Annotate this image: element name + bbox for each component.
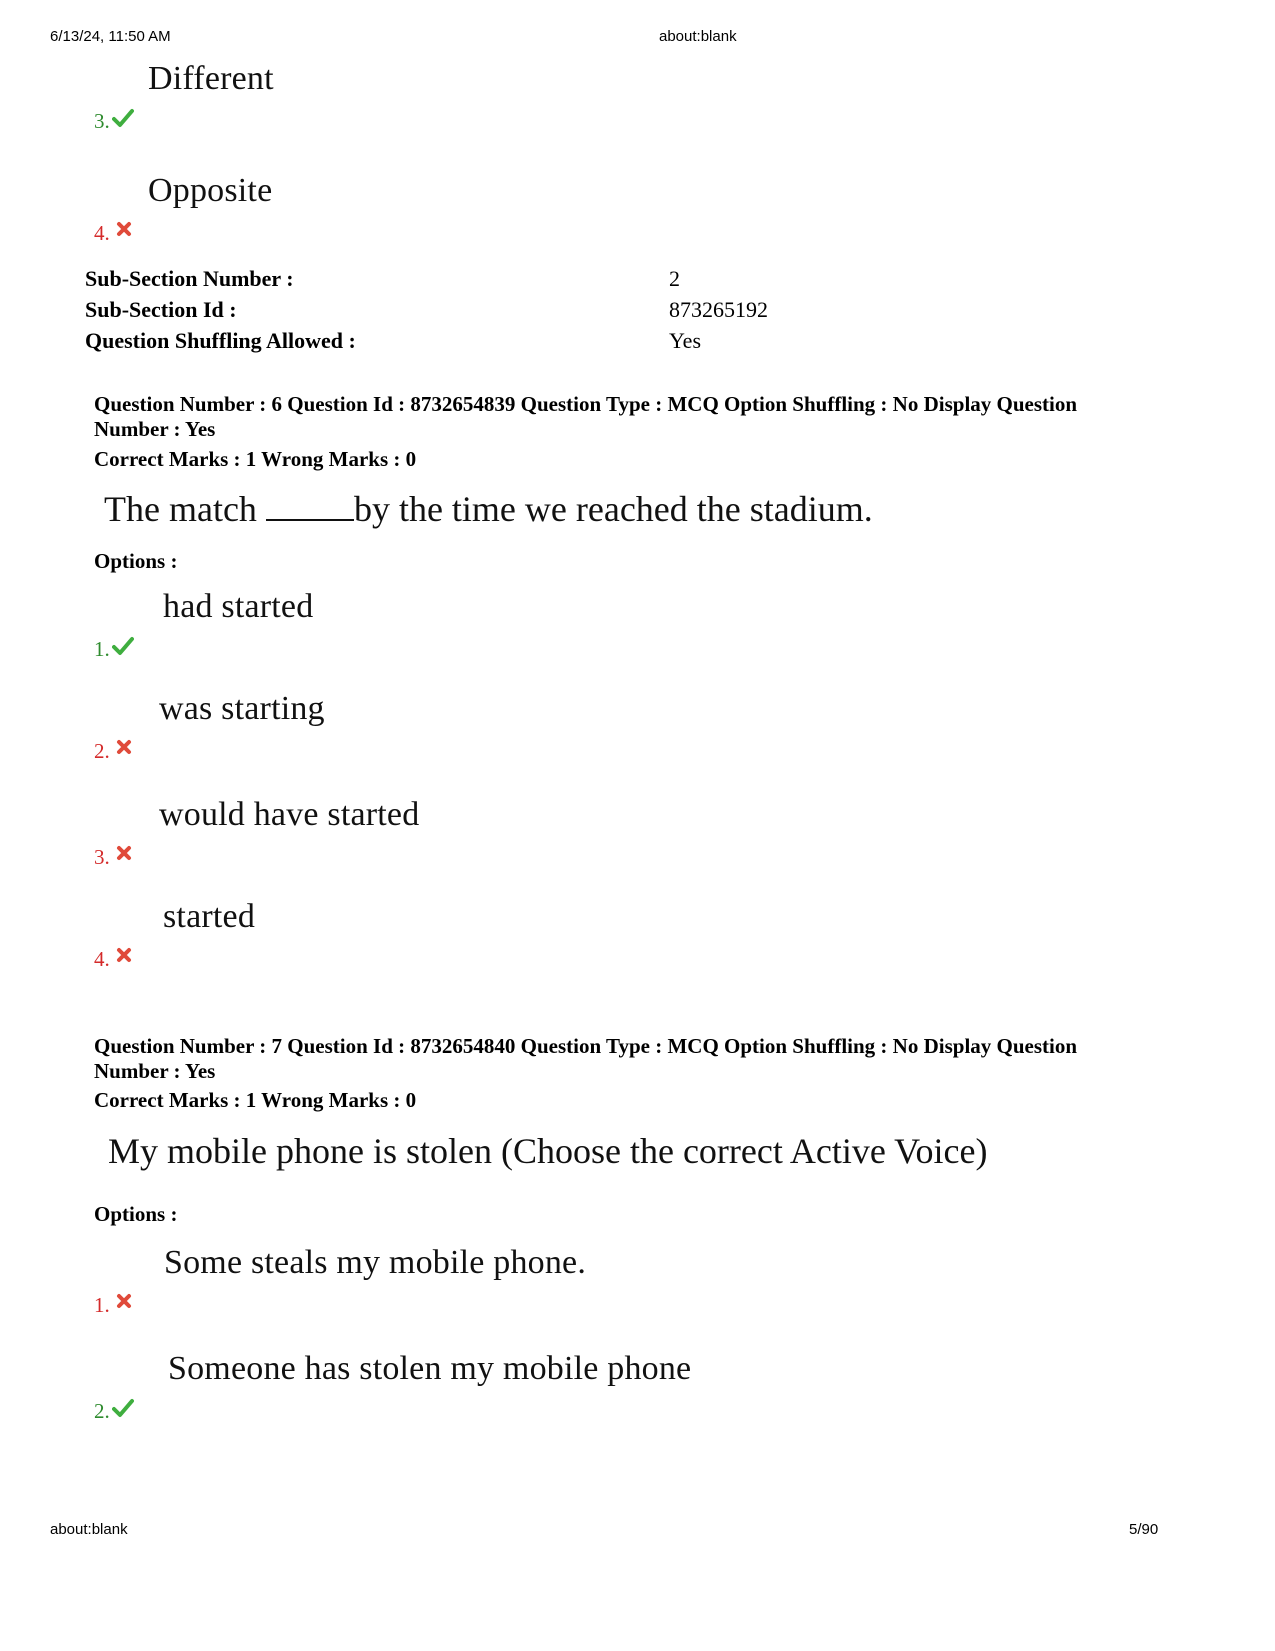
subsection-number-label: Sub-Section Number : — [85, 266, 294, 291]
subsection-id-label: Sub-Section Id : — [85, 297, 237, 322]
subsection-number — [85, 266, 680, 292]
option-number: 4. — [94, 221, 110, 245]
subsection-id — [85, 297, 768, 323]
answer-blank — [266, 491, 354, 521]
print-datetime: 6/13/24, 11:50 AM — [50, 28, 171, 45]
question-header-line: Question Number : 7 Question Id : 8732654840 Question Type : MCQ Option Shuffling : No Display Question — [94, 1034, 1078, 1058]
question-header — [94, 392, 1184, 442]
option-text: had started — [163, 588, 314, 625]
option-number: 4. — [94, 947, 110, 971]
check-icon — [112, 1398, 134, 1418]
question-shuffling-value: Yes — [669, 328, 702, 353]
question-text: My mobile phone is stolen (Choose the correct Active Voice) — [108, 1131, 988, 1171]
option-text: Opposite — [148, 172, 273, 209]
question-marks: Correct Marks : 1 Wrong Marks : 0 — [94, 1088, 417, 1112]
question-text-after: by the time we reached the stadium. — [353, 489, 873, 529]
option-row — [94, 1244, 994, 1324]
option-number: 3. — [94, 845, 110, 869]
question-text-before: The match — [104, 489, 266, 529]
question-header-line: Question Number : 6 Question Id : 8732654839 Question Type : MCQ Option Shuffling : No Display Question — [94, 392, 1078, 416]
check-icon — [112, 108, 134, 128]
cross-icon — [114, 946, 136, 966]
cross-icon — [114, 844, 136, 864]
subsection-id-value: 873265192 — [669, 297, 768, 322]
option-number: 3. — [94, 109, 110, 133]
question-header — [94, 1034, 1184, 1084]
option-number: 1. — [94, 1293, 110, 1317]
cross-icon — [114, 1292, 136, 1312]
footer-url: about:blank — [50, 1521, 128, 1538]
question-shuffling-label: Question Shuffling Allowed : — [85, 328, 356, 353]
page-number: 5/90 — [1129, 1521, 1159, 1538]
option-number: 1. — [94, 637, 110, 661]
question-marks: Correct Marks : 1 Wrong Marks : 0 — [94, 447, 417, 471]
print-url: about:blank — [659, 28, 737, 45]
option-row — [94, 172, 994, 252]
question-header-line: Number : Yes — [94, 1059, 216, 1083]
options-label: Options : — [94, 549, 178, 573]
option-text: Some steals my mobile phone. — [164, 1244, 587, 1281]
option-text: started — [163, 898, 256, 935]
subsection-number-value: 2 — [669, 266, 680, 291]
option-text: would have started — [159, 796, 420, 833]
option-number: 2. — [94, 739, 110, 763]
option-text: was starting — [159, 690, 325, 727]
options-label: Options : — [94, 1202, 178, 1226]
option-text: Different — [148, 60, 274, 97]
question-header-line: Number : Yes — [94, 417, 216, 441]
check-icon — [112, 636, 134, 656]
question-text — [104, 488, 873, 530]
question-shuffling — [85, 328, 702, 354]
option-row — [94, 796, 994, 876]
option-row — [94, 898, 994, 978]
cross-icon — [114, 220, 136, 240]
option-row — [94, 690, 994, 770]
option-row — [94, 588, 994, 668]
option-row — [94, 1350, 994, 1430]
option-row — [94, 60, 994, 140]
cross-icon — [114, 738, 136, 758]
option-text: Someone has stolen my mobile phone — [168, 1350, 692, 1387]
option-number: 2. — [94, 1399, 110, 1423]
